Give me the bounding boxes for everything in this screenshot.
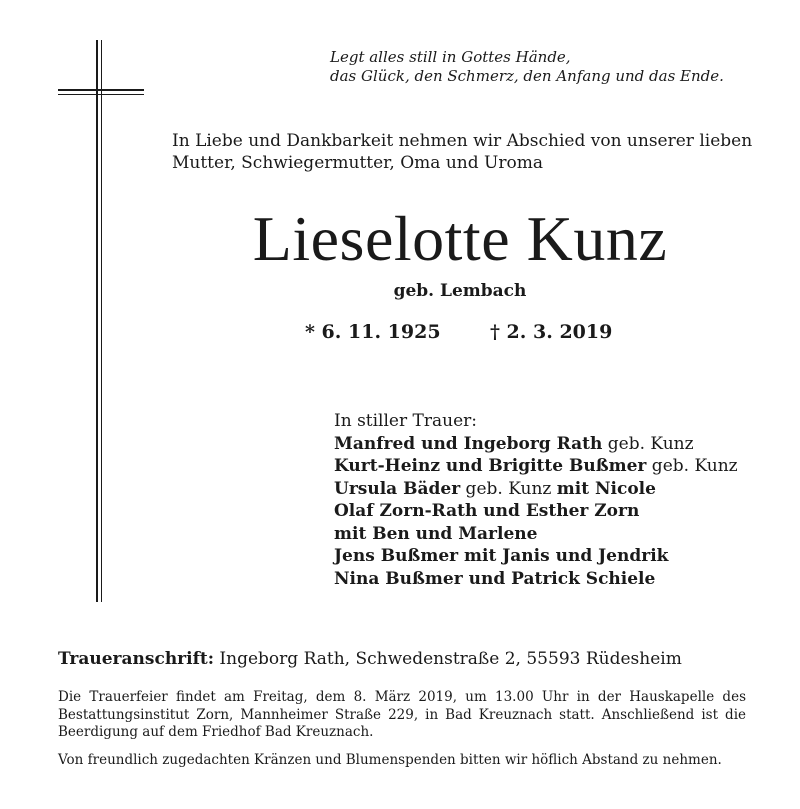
mourner-name-segment: geb. Kunz	[646, 456, 738, 476]
intro-line: Mutter, Schwiegermutter, Oma und Uroma	[172, 153, 543, 173]
mourner-name-segment: mit Ben und Marlene	[334, 523, 538, 544]
maiden-name: geb. Lembach	[393, 281, 527, 301]
mourner-row	[334, 523, 774, 546]
death-date: † 2. 3. 2019	[490, 321, 613, 343]
mourner-name-segment: Nina Bußmer und Patrick Schiele	[334, 568, 656, 589]
motto-line: das Glück, den Schmerz, den Anfang und das Ende.	[330, 67, 724, 85]
intro-line: In Liebe und Dankbarkeit nehmen wir Abschied von unserer lieben	[172, 131, 753, 151]
mourner-row	[334, 455, 774, 478]
cross-horizontal-bar	[58, 89, 144, 91]
mourners-list	[334, 410, 774, 590]
mourner-row	[334, 478, 774, 501]
mourning-address	[58, 648, 778, 670]
mourner-rows	[334, 433, 774, 591]
service-line: die Beerdigung auf dem Friedhof Bad Kreuznach.	[58, 706, 746, 740]
mourner-name-segment: Kurt-Heinz und Brigitte Bußmer	[334, 456, 647, 476]
cross-vertical-bar-thin	[101, 40, 102, 602]
mourners-heading: In stiller Trauer:	[334, 411, 477, 431]
deceased-name: Lieselotte Kunz	[252, 203, 668, 274]
address-value: Ingeborg Rath, Schwedenstraße 2, 55593 Rüdesheim	[214, 649, 682, 669]
mourner-row	[334, 433, 774, 456]
mourner-name-segment: Olaf Zorn-Rath und Esther Zorn	[334, 501, 640, 521]
cross-vertical-bar	[96, 40, 98, 602]
service-line: Die Trauerfeier findet am Freitag, dem 8. März 2019, um 13.00 Uhr in der Hauskapelle des	[58, 689, 746, 705]
mourner-name-segment: Manfred und Ingeborg Rath	[334, 433, 603, 454]
flowers-notice: Von freundlich zugedachten Kränzen und Blumenspenden bitten wir höflich Abstand zu nehmen.	[58, 752, 722, 768]
mourner-name-segment: geb. Kunz	[460, 478, 557, 499]
mourner-row	[334, 500, 774, 523]
address-label: Traueranschrift:	[58, 649, 215, 669]
motto-line: Legt alles still in Gottes Hände,	[330, 48, 571, 66]
motto-verse	[330, 48, 742, 86]
funeral-service-notice	[58, 689, 746, 742]
service-line: Bestattungsinstitut Zorn, Mannheimer Straße 229, in Bad Kreuznach statt. Anschließend ist	[58, 706, 719, 723]
mourner-row	[334, 545, 774, 568]
mourner-name-segment: Ursula Bäder	[334, 478, 461, 499]
mourner-name-segment: mit Nicole	[556, 478, 656, 499]
birth-date: * 6. 11. 1925	[305, 321, 441, 343]
mourner-row	[334, 568, 774, 591]
mourner-name-segment: geb. Kunz	[602, 433, 694, 454]
intro-text	[172, 130, 772, 174]
mourner-name-segment: Jens Bußmer mit Janis und Jendrik	[334, 546, 669, 566]
cross-horizontal-bar-thin	[58, 94, 144, 95]
